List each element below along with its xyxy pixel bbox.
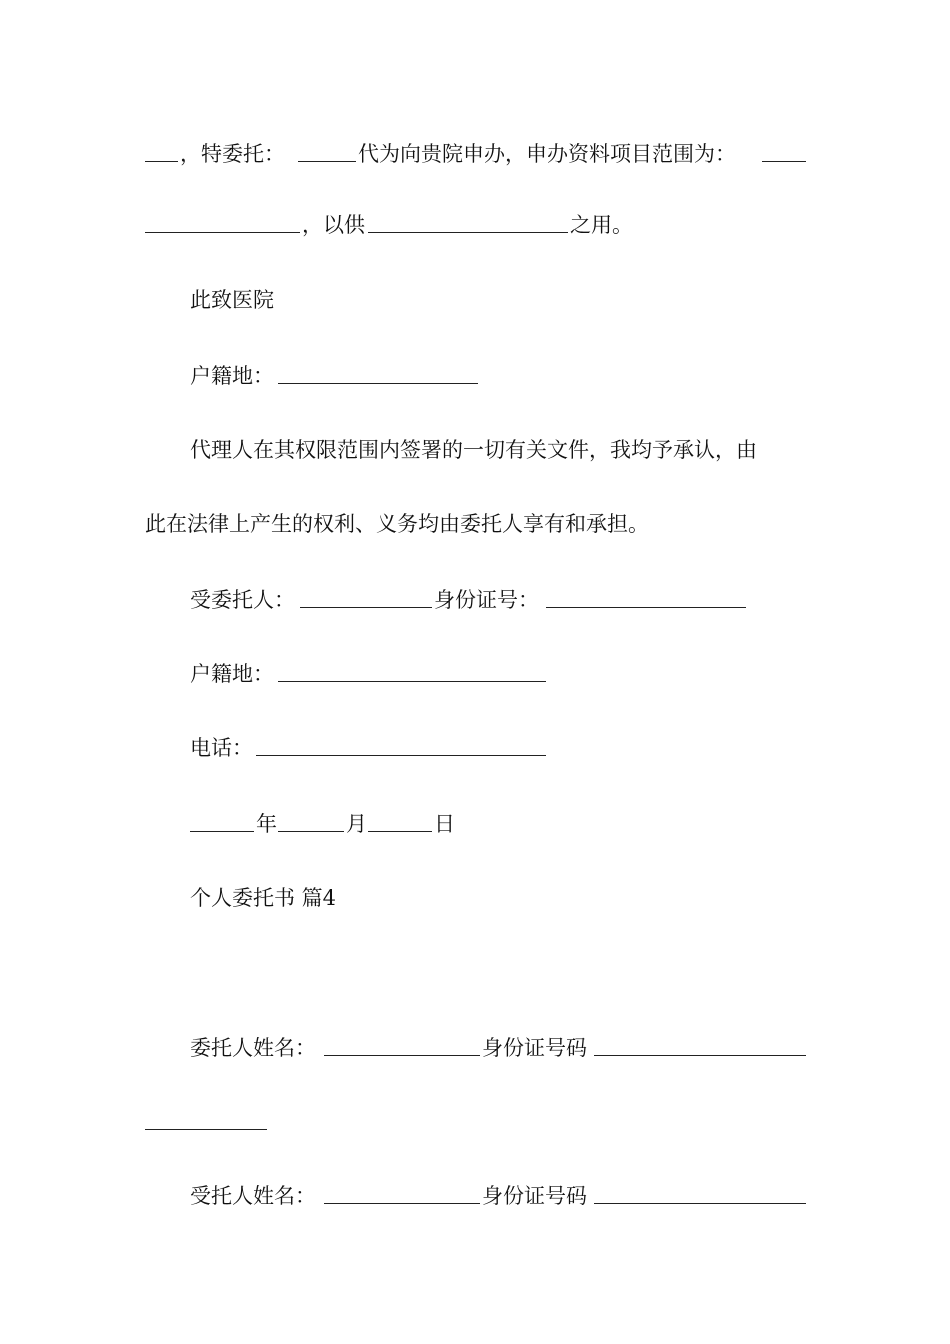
doc-line-1 — [0, 138, 950, 170]
id-number-blank — [546, 607, 746, 608]
line-1-text-a: ，特委托： — [180, 142, 285, 166]
phone-blank — [256, 755, 546, 756]
month-label: 月 — [346, 812, 367, 836]
line-2-text-a: ，以供 — [302, 213, 365, 237]
trustee-label: 受委托人： — [190, 588, 295, 612]
doc-line-4 — [0, 360, 950, 392]
year-blank — [190, 831, 254, 832]
agent-name-blank — [324, 1203, 480, 1204]
doc-line-6 — [0, 508, 950, 540]
doc-line-11 — [0, 882, 950, 914]
residence-label: 户籍地： — [190, 662, 274, 686]
doc-line-2 — [0, 209, 950, 241]
doc-line-10 — [0, 808, 950, 840]
blank-line — [762, 161, 806, 162]
paragraph-text: 代理人在其权限范围内签署的一切有关文件，我均予承认，由 — [190, 438, 757, 462]
residence-blank — [278, 383, 478, 384]
paragraph-text: 此在法律上产生的权利、义务均由委托人享有和承担。 — [145, 512, 649, 536]
blank-line — [145, 161, 178, 162]
doc-line-13 — [0, 1180, 950, 1212]
section-heading: 个人委托书 篇4 — [190, 886, 337, 910]
day-blank — [368, 831, 432, 832]
year-label: 年 — [256, 812, 277, 836]
principal-name-label: 委托人姓名： — [190, 1036, 316, 1060]
blank-line — [145, 232, 300, 233]
line-1-text-b: 代为向贵院申办，申办资料项目范围为： — [358, 142, 736, 166]
day-label: 日 — [434, 812, 455, 836]
doc-line-8 — [0, 658, 950, 690]
agent-name-label: 受托人姓名： — [190, 1184, 316, 1208]
doc-line-7 — [0, 584, 950, 616]
principal-id-label: 身份证号码 — [482, 1036, 587, 1060]
residence-blank — [278, 681, 546, 682]
month-blank — [278, 831, 344, 832]
principal-id-blank — [594, 1055, 806, 1056]
residence-label: 户籍地： — [190, 364, 274, 388]
doc-line-5 — [0, 434, 950, 466]
doc-line-3 — [0, 284, 950, 316]
principal-name-blank — [324, 1055, 480, 1056]
doc-line-12-continuation — [0, 1106, 950, 1138]
doc-line-9 — [0, 732, 950, 764]
phone-label: 电话： — [190, 736, 253, 760]
doc-line-12 — [0, 1032, 950, 1064]
principal-id-blank-cont — [145, 1129, 267, 1130]
id-number-label: 身份证号： — [434, 588, 539, 612]
salutation: 此致医院 — [190, 288, 274, 312]
line-2-text-b: 之用。 — [570, 213, 633, 237]
agent-id-blank — [594, 1203, 806, 1204]
agent-id-label: 身份证号码 — [482, 1184, 587, 1208]
blank-line — [368, 232, 568, 233]
blank-line — [298, 161, 356, 162]
trustee-blank — [300, 607, 432, 608]
